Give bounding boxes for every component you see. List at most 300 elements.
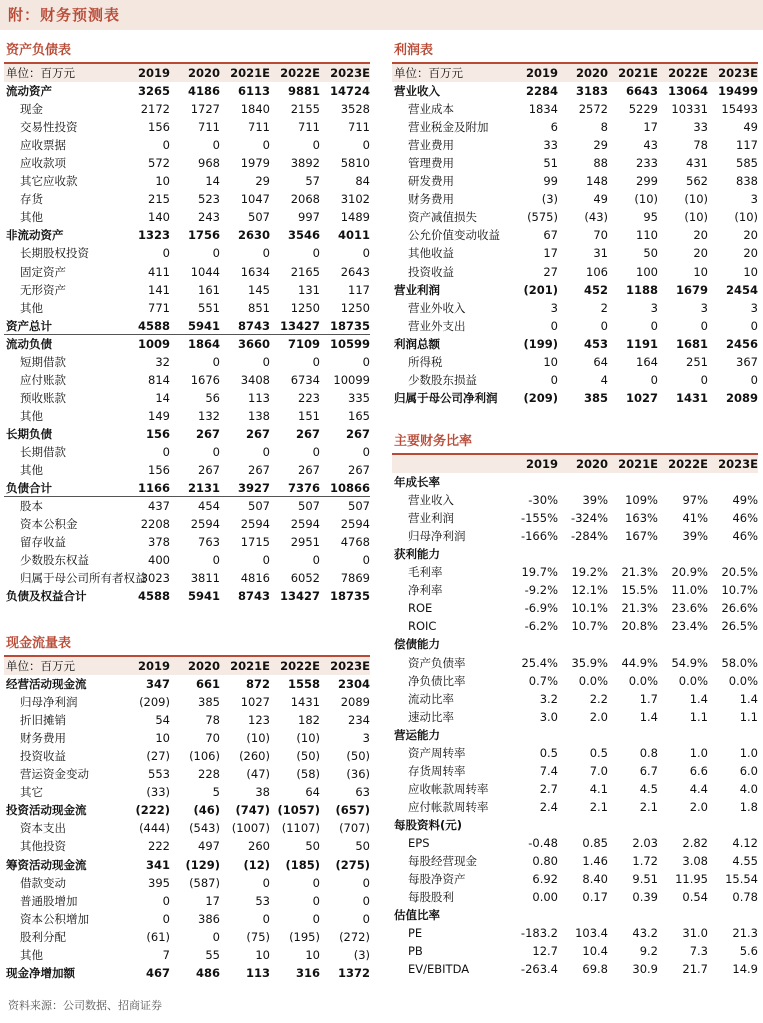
cell-value: 15493	[721, 102, 758, 117]
table-row	[392, 335, 758, 353]
cell-value: 54.9%	[671, 655, 708, 670]
cell-value: 51	[543, 156, 558, 171]
cell-value: 3.0	[539, 709, 558, 724]
cell-value: 0	[162, 444, 170, 459]
cell-value: 2.0	[689, 799, 708, 814]
cell-value	[508, 906, 558, 924]
cell-value: 1009	[137, 336, 170, 351]
row-label: 应付帐款周转率	[408, 799, 489, 814]
cell-value: 0	[212, 444, 220, 459]
cell-value: 1.0	[689, 745, 708, 760]
header-unit: 单位：百万元	[6, 659, 75, 673]
cell-value: (50)	[296, 749, 320, 764]
cell-value: 437	[148, 499, 170, 514]
cell-value: 2	[600, 300, 608, 315]
cell-value: 2.4	[539, 799, 558, 814]
cell-value: 267	[345, 426, 370, 441]
table-row	[392, 118, 758, 136]
cell-value: (707)	[339, 821, 370, 836]
cell-value: 572	[148, 156, 170, 171]
cell-value: 18735	[329, 589, 370, 604]
cell-value: 2165	[290, 264, 320, 279]
cell-value: 15.54	[725, 872, 758, 887]
cell-value: 69.8	[582, 962, 608, 977]
cell-value: 1715	[240, 535, 270, 550]
cell-value: 117	[348, 282, 370, 297]
cell-value: 553	[148, 767, 170, 782]
cell-value: (43)	[584, 210, 608, 225]
cell-value: 0.5	[589, 745, 608, 760]
cell-value: 5.6	[739, 944, 758, 959]
cell-value: 156	[148, 120, 170, 135]
row-label: 资产周转率	[408, 745, 466, 760]
row-label: 长期借款	[20, 444, 66, 459]
cell-value: 3811	[190, 571, 220, 586]
cell-value: 0	[312, 354, 320, 369]
cell-value: 138	[248, 408, 270, 423]
cell-value: 67	[543, 228, 558, 243]
cell-value: 113	[245, 965, 270, 980]
row-label: 营业收入	[394, 84, 440, 99]
cell-value: 10331	[671, 102, 708, 117]
cell-value: 0	[262, 138, 270, 153]
cell-value: 100	[636, 264, 658, 279]
cell-value: 2.2	[589, 691, 608, 706]
cell-value: 20.8%	[621, 619, 658, 634]
cell-value: 385	[583, 390, 608, 405]
cell-value: 233	[636, 156, 658, 171]
table-row	[392, 852, 758, 870]
cell-value: 3	[550, 300, 558, 315]
cell-value: 1676	[190, 372, 220, 387]
row-label: 借款变动	[20, 875, 66, 890]
row-label: 其他	[20, 300, 43, 315]
table-row	[4, 497, 370, 515]
table-row	[4, 118, 370, 136]
cash-flow-table	[4, 655, 370, 982]
cell-value: (12)	[243, 857, 270, 872]
row-label: 营业利润	[408, 511, 454, 526]
cell-value: 163%	[625, 511, 658, 526]
row-label: 固定资产	[20, 264, 66, 279]
cash-flow-title: 现金流量表	[6, 636, 72, 651]
cell-value: 7.4	[539, 763, 558, 778]
table-row	[392, 635, 758, 653]
cell-value: 21.3%	[621, 601, 658, 616]
row-label: PE	[408, 926, 423, 941]
cell-value: 7	[162, 947, 170, 962]
cell-value: 4	[600, 372, 608, 387]
table-row	[392, 226, 758, 244]
cell-value: 29	[255, 174, 270, 189]
cell-value: 8743	[237, 318, 270, 333]
row-label: 管理费用	[408, 156, 454, 171]
row-label: 获利能力	[394, 547, 440, 562]
cell-value: 14.9	[732, 962, 758, 977]
table-row	[392, 208, 758, 226]
cell-value: 5810	[340, 156, 370, 171]
cell-value	[558, 473, 608, 491]
cell-value: 223	[298, 390, 320, 405]
cell-value: 26.5%	[721, 619, 758, 634]
table-row	[392, 563, 758, 581]
row-label: 折旧摊销	[20, 713, 66, 728]
page-title: 附：财务预测表	[8, 6, 121, 24]
cell-value	[508, 473, 558, 491]
table-row	[4, 335, 370, 353]
row-label: EPS	[408, 835, 430, 850]
balance-sheet-table	[4, 62, 370, 605]
cell-value: 2951	[290, 535, 320, 550]
cell-value: 2594	[190, 517, 220, 532]
cell-value: 41%	[682, 511, 708, 526]
cell-value: 0	[262, 246, 270, 261]
cell-value: 156	[145, 426, 170, 441]
table-row	[4, 675, 370, 693]
cell-value: 14724	[329, 84, 370, 99]
cell-value: 10	[305, 947, 320, 962]
cell-value: 378	[148, 535, 170, 550]
cell-value: 1027	[240, 695, 270, 710]
cell-value: 1679	[675, 282, 708, 297]
cell-value: 23.6%	[671, 601, 708, 616]
cell-value: 1489	[340, 210, 370, 225]
row-label: 归母净利润	[20, 695, 78, 710]
table-row	[392, 281, 758, 299]
table-row	[4, 154, 370, 172]
cell-value: 1431	[290, 695, 320, 710]
cell-value: 117	[736, 138, 758, 153]
cell-value: 3102	[340, 192, 370, 207]
cell-value: 10866	[329, 481, 370, 496]
balance-sheet-title: 资产负债表	[6, 43, 72, 58]
cell-value: 395	[148, 875, 170, 890]
cell-value: 1.72	[632, 854, 658, 869]
cell-value: (3)	[353, 947, 370, 962]
table-row	[4, 389, 370, 407]
table-row	[4, 299, 370, 317]
cell-value: 5941	[187, 589, 220, 604]
cell-value: (50)	[346, 749, 370, 764]
cell-value: 49	[593, 192, 608, 207]
cell-value: 335	[348, 390, 370, 405]
cell-value: 1558	[287, 677, 320, 692]
cell-value: 10.4	[582, 944, 608, 959]
row-label: 存货	[20, 192, 43, 207]
table-row	[4, 461, 370, 479]
row-label: 其他	[20, 210, 43, 225]
cell-value: 20	[693, 246, 708, 261]
cell-value: 2.03	[632, 835, 658, 850]
cell-value: 26.6%	[721, 601, 758, 616]
row-label: 营运资金变动	[20, 767, 89, 782]
cell-value: 21.3	[732, 926, 758, 941]
cell-value: (10)	[246, 731, 270, 746]
cell-value: 84	[355, 174, 370, 189]
table-row	[392, 690, 758, 708]
row-label: 年成长率	[394, 475, 440, 490]
row-label: 应收款项	[20, 156, 66, 171]
cell-value: 8.40	[582, 872, 608, 887]
cell-value: 2.1	[589, 799, 608, 814]
income-statement-title: 利润表	[394, 43, 434, 58]
cell-value: 2.82	[682, 835, 708, 850]
row-label: 营业税金及附加	[408, 120, 489, 135]
balance-sheet-panel	[4, 40, 370, 605]
cell-value: 0	[212, 553, 220, 568]
cash-flow-panel	[4, 633, 370, 982]
cell-value: 0.0%	[628, 673, 658, 688]
cell-value: 32	[155, 354, 170, 369]
row-label: PB	[408, 944, 423, 959]
table-row	[4, 783, 370, 801]
table-row	[392, 960, 758, 978]
cell-value: 0	[212, 138, 220, 153]
cell-value: -183.2	[520, 926, 558, 941]
table-row	[392, 473, 758, 491]
cell-value: 7.3	[689, 944, 708, 959]
cell-value: 771	[148, 300, 170, 315]
cell-value: 10.7%	[721, 583, 758, 598]
table-row	[392, 172, 758, 190]
table-row	[4, 551, 370, 569]
table-row	[4, 765, 370, 783]
cell-value: 6.92	[532, 872, 558, 887]
cell-value: 0.17	[582, 890, 608, 905]
header-year: 2023E	[718, 66, 758, 80]
cell-value: 0	[650, 318, 658, 333]
header-unit	[392, 455, 508, 473]
cell-value: 1044	[190, 264, 220, 279]
cell-value: 243	[198, 210, 220, 225]
cell-value: 215	[148, 192, 170, 207]
row-label: 净负债比率	[408, 673, 466, 688]
cell-value: -6.2%	[524, 619, 558, 634]
cell-value: 63	[355, 785, 370, 800]
table-row	[4, 317, 370, 335]
cell-value	[508, 635, 558, 653]
cell-value: 25.4%	[521, 655, 558, 670]
cell-value: 267	[248, 463, 270, 478]
cell-value: -263.4	[520, 962, 558, 977]
table-row	[4, 425, 370, 443]
cell-value: 17	[205, 893, 220, 908]
cell-value: 431	[686, 156, 708, 171]
cell-value: 57	[305, 174, 320, 189]
cell-value: 4.4	[689, 781, 708, 796]
cell-value: 4011	[337, 228, 370, 243]
cell-value: 109%	[625, 493, 658, 508]
row-label: 利润总额	[394, 336, 440, 351]
cell-value: 1.8	[739, 799, 758, 814]
cell-value: 2208	[140, 517, 170, 532]
cell-value: 386	[198, 911, 220, 926]
cell-value: 0	[750, 318, 758, 333]
cell-value: 70	[593, 228, 608, 243]
cell-value: 0	[312, 875, 320, 890]
cell-value: 4.5	[639, 781, 658, 796]
cell-value: 10099	[333, 372, 370, 387]
cell-value: 1979	[240, 156, 270, 171]
cell-value: 31	[593, 246, 608, 261]
cell-value: 44.9%	[621, 655, 658, 670]
cell-value: 49%	[732, 493, 758, 508]
cell-value: 0.7%	[528, 673, 558, 688]
cell-value: (1057)	[277, 803, 320, 818]
cell-value: 0	[262, 354, 270, 369]
cell-value: (129)	[185, 857, 220, 872]
cell-value	[658, 635, 708, 653]
cell-value: -0.48	[528, 835, 558, 850]
cell-value: 711	[348, 120, 370, 135]
cell-value: 6113	[237, 84, 270, 99]
cell-value: 3528	[340, 102, 370, 117]
cell-value: 6.7	[639, 763, 658, 778]
cell-value: 19.2%	[571, 565, 608, 580]
cell-value: 46%	[732, 511, 758, 526]
cell-value: 523	[198, 192, 220, 207]
cell-value: (1007)	[231, 821, 270, 836]
ratios-title: 主要财务比率	[394, 434, 473, 449]
cell-value: 10	[693, 264, 708, 279]
cell-value: 30.9	[632, 962, 658, 977]
row-label: 营业收入	[408, 493, 454, 508]
cell-value: 50	[643, 246, 658, 261]
cell-value	[608, 726, 658, 744]
cell-value: 0	[312, 138, 320, 153]
cell-value: 0	[312, 911, 320, 926]
row-label: 存货周转率	[408, 763, 466, 778]
cell-value	[608, 545, 658, 563]
header-year: 2021E	[230, 659, 270, 673]
row-label: 速动比率	[408, 709, 454, 724]
cell-value: 3660	[237, 336, 270, 351]
cell-value: 39%	[682, 529, 708, 544]
cell-value: 11.95	[675, 872, 708, 887]
cell-value: 1191	[625, 336, 658, 351]
row-label: 流动比率	[408, 691, 454, 706]
cell-value: (209)	[139, 695, 170, 710]
header-year: 2020	[575, 457, 608, 471]
cell-value: 2643	[340, 264, 370, 279]
cell-value: 4768	[340, 535, 370, 550]
table-row	[4, 892, 370, 910]
cell-value: 497	[198, 839, 220, 854]
cell-value: (575)	[527, 210, 558, 225]
cell-value: 453	[583, 336, 608, 351]
cell-value: 4.12	[732, 835, 758, 850]
row-label: 应收帐款周转率	[408, 781, 489, 796]
cell-value: 4.55	[732, 854, 758, 869]
cell-value: 0	[312, 444, 320, 459]
row-label: 股本	[20, 499, 43, 514]
cell-value: 64	[593, 354, 608, 369]
header-year: 2023E	[330, 659, 370, 673]
row-label: EV/EBITDA	[408, 962, 470, 977]
cell-value: 9.51	[632, 872, 658, 887]
cell-value: 2572	[578, 102, 608, 117]
header-year: 2020	[187, 659, 220, 673]
cell-value: (10)	[734, 210, 758, 225]
cell-value: (106)	[189, 749, 220, 764]
cell-value: 0	[700, 318, 708, 333]
cell-value: 132	[198, 408, 220, 423]
cell-value: 2594	[340, 517, 370, 532]
cell-value: 9881	[287, 84, 320, 99]
row-label: 营业利润	[394, 282, 440, 297]
table-row	[4, 244, 370, 262]
row-label: 应付账款	[20, 372, 66, 387]
table-row	[392, 509, 758, 527]
cell-value: 7109	[287, 336, 320, 351]
cell-value: (75)	[246, 929, 270, 944]
cell-value: 17	[643, 120, 658, 135]
cell-value: 267	[295, 426, 320, 441]
cell-value: 711	[248, 120, 270, 135]
cell-value: (195)	[289, 929, 320, 944]
cell-value: 0	[162, 893, 170, 908]
cell-value	[608, 906, 658, 924]
cell-value: 3265	[137, 84, 170, 99]
cell-value: 711	[198, 120, 220, 135]
cell-value: 411	[148, 264, 170, 279]
cell-value: -284%	[570, 529, 608, 544]
cell-value: 123	[248, 713, 270, 728]
header-year: 2023E	[718, 457, 758, 471]
row-label: 少数股东损益	[408, 372, 477, 387]
row-label: 资本公积金	[20, 517, 78, 532]
cell-value: 10	[155, 174, 170, 189]
table-row	[392, 244, 758, 262]
table-row	[4, 837, 370, 855]
table-row	[4, 353, 370, 371]
cell-value: 267	[298, 463, 320, 478]
table-header-row	[4, 657, 370, 675]
row-label: 研发费用	[408, 174, 454, 189]
cell-value: (272)	[339, 929, 370, 944]
cell-value: 0	[550, 372, 558, 387]
cell-value: 20.9%	[671, 565, 708, 580]
table-row	[4, 946, 370, 964]
cell-value: 151	[298, 408, 320, 423]
row-label: 毛利率	[408, 565, 443, 580]
cell-value: -6.9%	[524, 601, 558, 616]
row-label: 公允价值变动收益	[408, 228, 500, 243]
cell-value: 0	[550, 318, 558, 333]
cell-value: 110	[636, 228, 658, 243]
header-year: 2021E	[618, 66, 658, 80]
table-row	[4, 711, 370, 729]
header-year: 2021E	[230, 66, 270, 80]
table-row	[392, 708, 758, 726]
table-row	[4, 100, 370, 118]
cell-value	[658, 545, 708, 563]
cell-value: 2594	[240, 517, 270, 532]
cell-value: 4588	[137, 589, 170, 604]
cell-value: 6643	[625, 84, 658, 99]
cell-value: 347	[145, 677, 170, 692]
cell-value: 39%	[582, 493, 608, 508]
row-label: 交易性投资	[20, 120, 78, 135]
cell-value: 814	[148, 372, 170, 387]
cell-value: 33	[543, 138, 558, 153]
table-row	[4, 928, 370, 946]
cell-value: 3	[750, 300, 758, 315]
table-row	[392, 617, 758, 635]
cell-value: 585	[736, 156, 758, 171]
row-label: 资本公积增加	[20, 911, 89, 926]
cell-value: (27)	[146, 749, 170, 764]
